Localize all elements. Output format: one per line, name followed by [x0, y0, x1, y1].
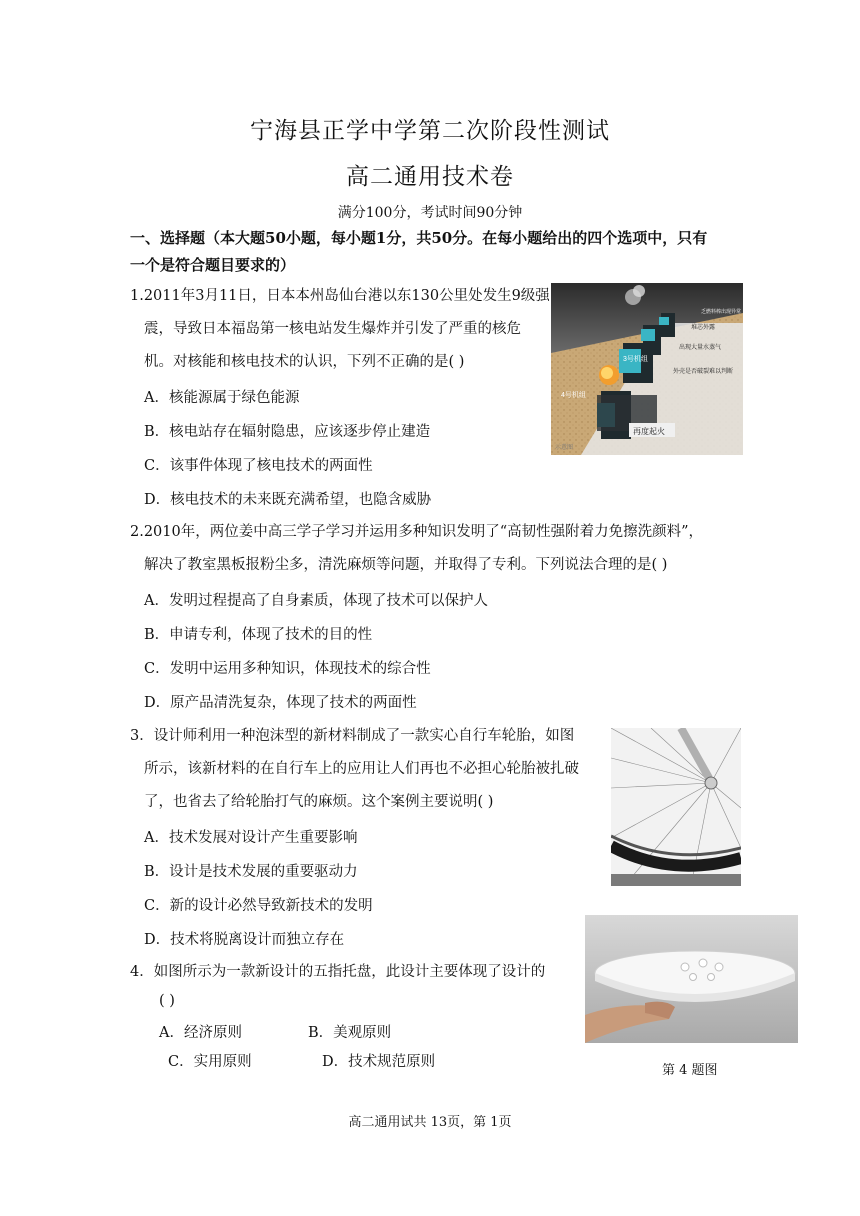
bicycle-wheel-image [611, 728, 741, 886]
paper-title: 高二通用技术卷 [346, 164, 514, 190]
q1-line2: 震，导致日本福岛第一核电站发生爆炸并引发了严重的核危 [144, 321, 521, 337]
q4-figure-caption: 第 4 题图 [662, 1063, 718, 1078]
q4-option-b: B．美观原则 [308, 1025, 392, 1041]
q1-line3: 机。对核能和核电技术的认识，下列不正确的是( ) [144, 354, 465, 370]
q2-option-c: C．发明中运用多种知识，体现技术的综合性 [144, 661, 431, 677]
q2-line2: 解决了教室黑板报粉尘多，清洗麻烦等问题，并取得了专利。下列说法合理的是( ) [144, 557, 668, 573]
nuclear-reactor-image [551, 283, 743, 455]
score-line: 满分100分，考试时间90分钟 [337, 205, 523, 221]
q1-line1: 1.2011年3月11日，日本本州岛仙台港以东130公里处发生9级强 [130, 288, 550, 304]
q3-line3: 了，也省去了给轮胎打气的麻烦。这个案例主要说明( ) [144, 794, 494, 810]
five-finger-tray-image [585, 915, 798, 1043]
q3-line1: 3．设计师利用一种泡沫型的新材料制成了一款实心自行车轮胎，如图 [130, 728, 575, 744]
q1-option-b: B．核电站存在辐射隐患，应该逐步停止建造 [144, 424, 431, 440]
q4-option-a: A．经济原则 [159, 1025, 242, 1041]
reactor-label-unit3: 3号机组 [623, 356, 648, 363]
q1-option-a: A．核能源属于绿色能源 [144, 390, 300, 406]
q1-option-d: D．核电技术的未来既充满希望，也隐含威胁 [144, 492, 432, 508]
q2-option-a: A．发明过程提高了自身素质，体现了技术可以保护人 [144, 593, 488, 609]
school-title: 宁海县正学中学第二次阶段性测试 [250, 118, 610, 144]
q3-option-a: A．技术发展对设计产生重要影响 [144, 830, 358, 846]
section-heading-line1: 一、选择题（本大题50小题，每小题1分，共50分。在每小题给出的四个选项中，只有 [130, 229, 708, 247]
q3-line2: 所示，该新材料的在自行车上的应用让人们再也不必担心轮胎被扎破 [144, 761, 579, 777]
q1-option-c: C．该事件体现了核电技术的两面性 [144, 458, 373, 474]
q4-line1: 4．如图所示为一款新设计的五指托盘，此设计主要体现了设计的 [130, 964, 546, 980]
reactor-label-unit4: 4号机组 [561, 392, 586, 399]
section-heading-line2: 一个是符合题目要求的） [130, 256, 296, 274]
q2-line1: 2.2010年，两位姜中高三学子学习并运用多种知识发明了“高韧性强附着力免擦洗颜料”， [130, 524, 704, 540]
reactor-label-core: 堆芯外露 [691, 325, 716, 331]
reactor-label-fuel: 乏燃料棒出现异常 [701, 309, 742, 315]
q2-option-b: B．申请专利，体现了技术的目的性 [144, 627, 373, 643]
reactor-image-credit: 示意图 [555, 445, 574, 451]
q3-option-c: C．新的设计必然导致新技术的发明 [144, 898, 373, 914]
reactor-label-steam: 出现大量水蒸气 [679, 345, 722, 351]
q3-option-d: D．技术将脱离设计而独立存在 [144, 932, 345, 948]
q4-option-c: C．实用原则 [168, 1054, 252, 1070]
reactor-label-shell: 外壳是否破裂难以判断 [673, 369, 734, 375]
q4-line2: ( ) [159, 993, 175, 1009]
reactor-label-refire: 再度起火 [633, 427, 665, 436]
q2-option-d: D．原产品清洗复杂，体现了技术的两面性 [144, 695, 417, 711]
q3-option-b: B．设计是技术发展的重要驱动力 [144, 864, 358, 880]
q4-option-d: D．技术规范原则 [322, 1054, 436, 1070]
page-footer: 高二通用试共 13页，第 1页 [348, 1115, 512, 1130]
